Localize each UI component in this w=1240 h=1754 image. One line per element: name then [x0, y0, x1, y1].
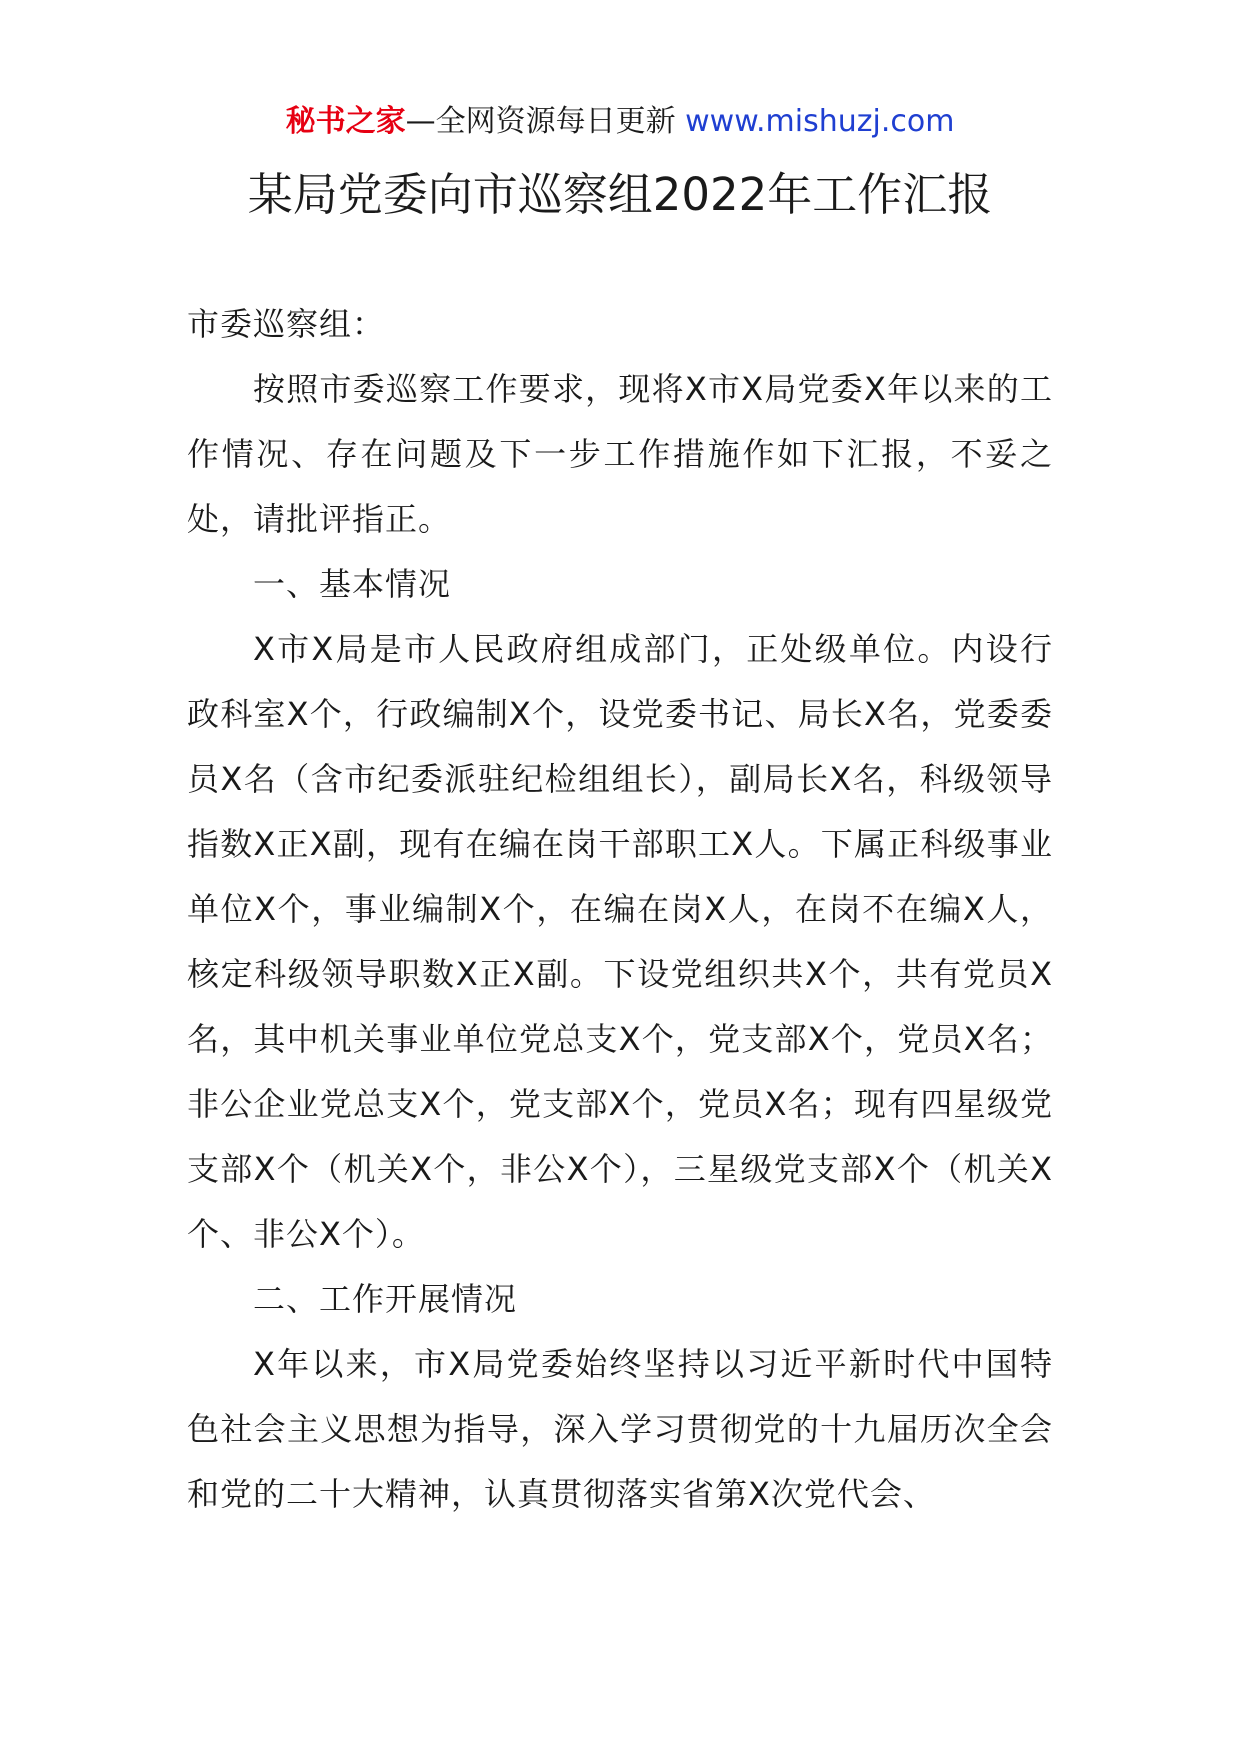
site-banner [0, 100, 1240, 144]
section-heading-basic-info: 一、基本情况 [253, 565, 452, 603]
section-heading-work-progress: 二、工作开展情况 [253, 1280, 518, 1318]
salutation: 市委巡察组： [187, 305, 386, 343]
site-url-link[interactable]: www.mishuzj.com [685, 104, 955, 139]
intro-paragraph: 按照市委巡察工作要求，现将X市X局党委X年以来的工作情况、存在问题及下一步工作措施作如下汇报，不妥之处，请批评指正。 [187, 370, 1053, 538]
banner-slogan: —全网资源每日更新 [405, 104, 676, 139]
work-progress-paragraph: X年以来，市X局党委始终坚持以习近平新时代中国特色社会主义思想为指导，深入学习贯彻党的十九届历次全会和党的二十大精神，认真贯彻落实省第X次党代会、 [187, 1345, 1053, 1513]
document-title: 某局党委向市巡察组2022年工作汇报 [247, 168, 993, 221]
document-body [187, 292, 1053, 1527]
basic-info-paragraph: X市X局是市人民政府组成部门，正处级单位。内设行政科室X个，行政编制X个，设党委书记、局长X名，党委委员X名（含市纪委派驻纪检组组长），副局长X名，科级领导指数X正X副，现有在编在岗干部职工X人。下属正科级事业单位X个，事业编制X个，在编在岗X人，在岗不在编X人，核定科级领导职数X正X副。下设党组织共X个，共有党员X名，其中机关事业单位党总支X个，党支部X个，党员X名；非公企业党总支X个，党支部X个，党员X名；现有四星级党支部X个（机关X个，非公X个），三星级党支部X个（机关X个、非公X个）。 [187, 630, 1053, 1253]
brand-name: 秘书之家 [285, 104, 406, 139]
